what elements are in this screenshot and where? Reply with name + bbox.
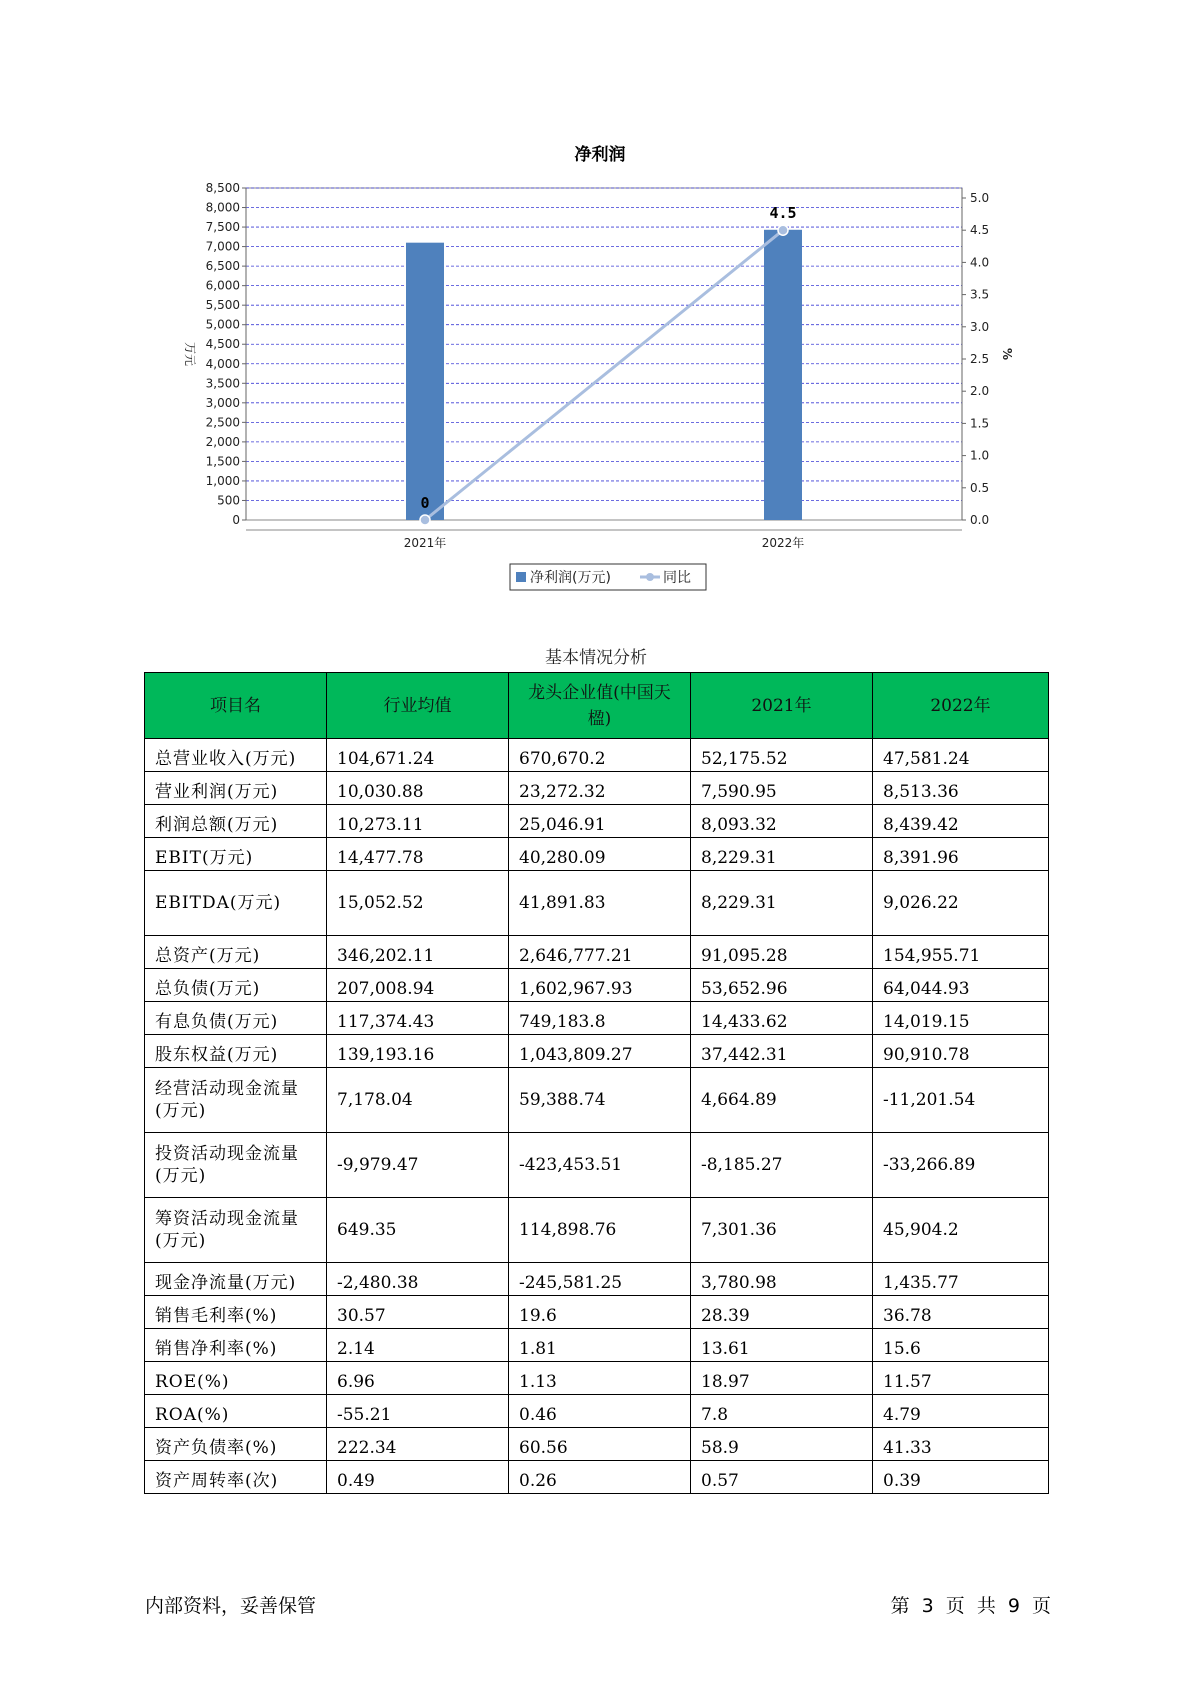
right-tick-label: 0.5 [970,480,990,495]
row-label-cell: 销售净利率(%) [145,1329,327,1362]
value-cell: 30.57 [327,1296,509,1329]
row-label-cell: 总负债(万元) [145,969,327,1002]
right-tick-label: 1.0 [970,448,990,463]
column-header: 项目名 [145,673,327,739]
value-cell: 64,044.93 [873,969,1049,1002]
value-cell: 40,280.09 [509,838,691,871]
point-yoy [778,225,788,235]
footer-page-number: 第 3 页 共 9 页 [890,1595,1051,1617]
row-label-cell: 总资产(万元) [145,936,327,969]
value-cell: 1,043,809.27 [509,1035,691,1068]
row-label-cell: EBIT(万元) [145,838,327,871]
value-cell: 53,652.96 [691,969,873,1002]
value-cell: 8,513.36 [873,772,1049,805]
value-cell: 2,646,777.21 [509,936,691,969]
value-cell: 10,273.11 [327,805,509,838]
row-label-cell: 利润总额(万元) [145,805,327,838]
left-tick-label: 3,500 [205,376,240,391]
row-label-cell: EBITDA(万元) [145,871,327,936]
row-label-cell: 总营业收入(万元) [145,739,327,772]
table-row [145,1035,1049,1068]
chart-title: 净利润 [574,145,626,165]
value-cell: 7,301.36 [691,1198,873,1263]
plot-area [246,188,962,520]
y-axis-left-label: 万元 [183,341,197,367]
bar-net-profit [764,230,802,520]
right-tick-label: 4.5 [970,223,990,238]
value-cell: 59,388.74 [509,1068,691,1133]
row-label-cell: 资产周转率(次) [145,1461,327,1494]
table-row [145,1198,1049,1263]
column-header: 2021年 [691,673,873,739]
left-tick-label: 2,000 [205,434,240,449]
value-cell: -33,266.89 [873,1133,1049,1198]
value-cell: 25,046.91 [509,805,691,838]
legend-label-bar: 净利润(万元) [530,570,611,586]
value-cell: 649.35 [327,1198,509,1263]
row-label-cell: 资产负债率(%) [145,1428,327,1461]
value-cell: 19.6 [509,1296,691,1329]
table-row [145,1263,1049,1296]
column-header: 2022年 [873,673,1049,739]
table-row [145,936,1049,969]
value-cell: 41.33 [873,1428,1049,1461]
value-cell: -423,453.51 [509,1133,691,1198]
legend-swatch-point [646,573,654,581]
value-cell: 36.78 [873,1296,1049,1329]
row-label-cell: 营业利润(万元) [145,772,327,805]
point-yoy [420,515,430,525]
row-label-cell: 筹资活动现金流量(万元) [145,1198,327,1263]
table-caption: 基本情况分析 [545,648,647,668]
value-cell: 0.57 [691,1461,873,1494]
table-row [145,969,1049,1002]
value-cell: 91,095.28 [691,936,873,969]
value-cell: 207,008.94 [327,969,509,1002]
left-tick-label: 3,000 [205,395,240,410]
value-cell: 18.97 [691,1362,873,1395]
value-cell: 8,229.31 [691,871,873,936]
table-row [145,805,1049,838]
value-cell: 15.6 [873,1329,1049,1362]
value-cell: -11,201.54 [873,1068,1049,1133]
y-axis-right-label: % [1000,347,1014,361]
value-cell: 28.39 [691,1296,873,1329]
left-tick-label: 4,500 [205,337,240,352]
legend-swatch-bar [516,572,526,582]
value-cell: 8,391.96 [873,838,1049,871]
table-row [145,1133,1049,1198]
right-tick-label: 3.0 [970,319,990,334]
value-cell: 9,026.22 [873,871,1049,936]
value-cell: 14,433.62 [691,1002,873,1035]
table-row [145,1002,1049,1035]
value-cell: -2,480.38 [327,1263,509,1296]
net-profit-chart [0,0,1191,600]
column-header: 龙头企业值(中国天楹) [509,673,691,739]
row-label-cell: 销售毛利率(%) [145,1296,327,1329]
x-tick-label: 2022年 [761,536,805,550]
row-label-cell: 经营活动现金流量(万元) [145,1068,327,1133]
value-cell: 154,955.71 [873,936,1049,969]
row-label-cell: 股东权益(万元) [145,1035,327,1068]
left-tick-label: 5,000 [205,317,240,332]
value-cell: 8,439.42 [873,805,1049,838]
value-cell: 7,178.04 [327,1068,509,1133]
basic-analysis-table [144,672,1049,1494]
table-row [145,1296,1049,1329]
row-label-cell: 投资活动现金流量(万元) [145,1133,327,1198]
value-cell: 8,093.32 [691,805,873,838]
data-label-yoy: 0 [420,494,430,512]
value-cell: 23,272.32 [509,772,691,805]
left-tick-label: 6,500 [205,259,240,274]
value-cell: 45,904.2 [873,1198,1049,1263]
value-cell: -245,581.25 [509,1263,691,1296]
table-row [145,1362,1049,1395]
value-cell: 0.49 [327,1461,509,1494]
row-label-cell: 有息负债(万元) [145,1002,327,1035]
left-tick-label: 2,500 [205,415,240,430]
row-label-cell: ROA(%) [145,1395,327,1428]
value-cell: 6.96 [327,1362,509,1395]
right-tick-label: 4.0 [970,255,990,270]
right-tick-label: 2.5 [970,352,990,366]
value-cell: 104,671.24 [327,739,509,772]
value-cell: 749,183.8 [509,1002,691,1035]
left-tick-label: 1,500 [205,454,240,469]
value-cell: 0.46 [509,1395,691,1428]
table-row [145,1329,1049,1362]
table-header-row [145,673,1049,739]
value-cell: 10,030.88 [327,772,509,805]
data-label-yoy: 4.5 [769,204,797,223]
table-row [145,772,1049,805]
value-cell: 670,670.2 [509,739,691,772]
value-cell: 2.14 [327,1329,509,1362]
right-tick-label: 2.0 [970,384,990,399]
value-cell: 13.61 [691,1329,873,1362]
value-cell: 4,664.89 [691,1068,873,1133]
value-cell: 15,052.52 [327,871,509,936]
value-cell: 52,175.52 [691,739,873,772]
line-yoy [425,230,783,520]
value-cell: 1.13 [509,1362,691,1395]
left-tick-label: 4,000 [205,356,240,371]
table-row [145,739,1049,772]
value-cell: 14,477.78 [327,838,509,871]
table-row [145,1068,1049,1133]
right-tick-label: 5.0 [970,191,990,205]
left-tick-label: 8,500 [205,181,240,195]
value-cell: 14,019.15 [873,1002,1049,1035]
x-tick-label: 2021年 [403,536,447,550]
value-cell: 90,910.78 [873,1035,1049,1068]
value-cell: 0.26 [509,1461,691,1494]
table-row [145,871,1049,936]
left-tick-label: 500 [217,493,240,508]
value-cell: 4.79 [873,1395,1049,1428]
value-cell: -9,979.47 [327,1133,509,1198]
bar-net-profit [406,243,444,520]
value-cell: 139,193.16 [327,1035,509,1068]
left-tick-label: 6,000 [205,278,240,293]
legend-label-line: 同比 [663,570,691,586]
value-cell: 1,435.77 [873,1263,1049,1296]
value-cell: 58.9 [691,1428,873,1461]
value-cell: 1.81 [509,1329,691,1362]
left-tick-label: 1,000 [205,473,240,488]
value-cell: -55.21 [327,1395,509,1428]
right-tick-label: 0.0 [970,513,990,527]
value-cell: 222.34 [327,1428,509,1461]
table-row [145,838,1049,871]
value-cell: -8,185.27 [691,1133,873,1198]
left-tick-label: 0 [232,513,240,527]
left-tick-label: 5,500 [205,298,240,313]
value-cell: 7,590.95 [691,772,873,805]
value-cell: 8,229.31 [691,838,873,871]
value-cell: 117,374.43 [327,1002,509,1035]
value-cell: 60.56 [509,1428,691,1461]
value-cell: 37,442.31 [691,1035,873,1068]
table-row [145,1428,1049,1461]
value-cell: 11.57 [873,1362,1049,1395]
row-label-cell: 现金净流量(万元) [145,1263,327,1296]
value-cell: 7.8 [691,1395,873,1428]
table-row [145,1395,1049,1428]
left-tick-label: 7,000 [205,239,240,254]
row-label-cell: ROE(%) [145,1362,327,1395]
right-tick-label: 3.5 [970,287,990,302]
value-cell: 41,891.83 [509,871,691,936]
right-tick-label: 1.5 [970,416,990,431]
left-tick-label: 8,000 [205,200,240,215]
footer-confidential-note: 内部资料，妥善保管 [145,1595,317,1617]
left-tick-label: 7,500 [205,220,240,235]
table-row [145,1461,1049,1494]
value-cell: 1,602,967.93 [509,969,691,1002]
value-cell: 346,202.11 [327,936,509,969]
value-cell: 47,581.24 [873,739,1049,772]
value-cell: 3,780.98 [691,1263,873,1296]
value-cell: 114,898.76 [509,1198,691,1263]
column-header: 行业均值 [327,673,509,739]
value-cell: 0.39 [873,1461,1049,1494]
